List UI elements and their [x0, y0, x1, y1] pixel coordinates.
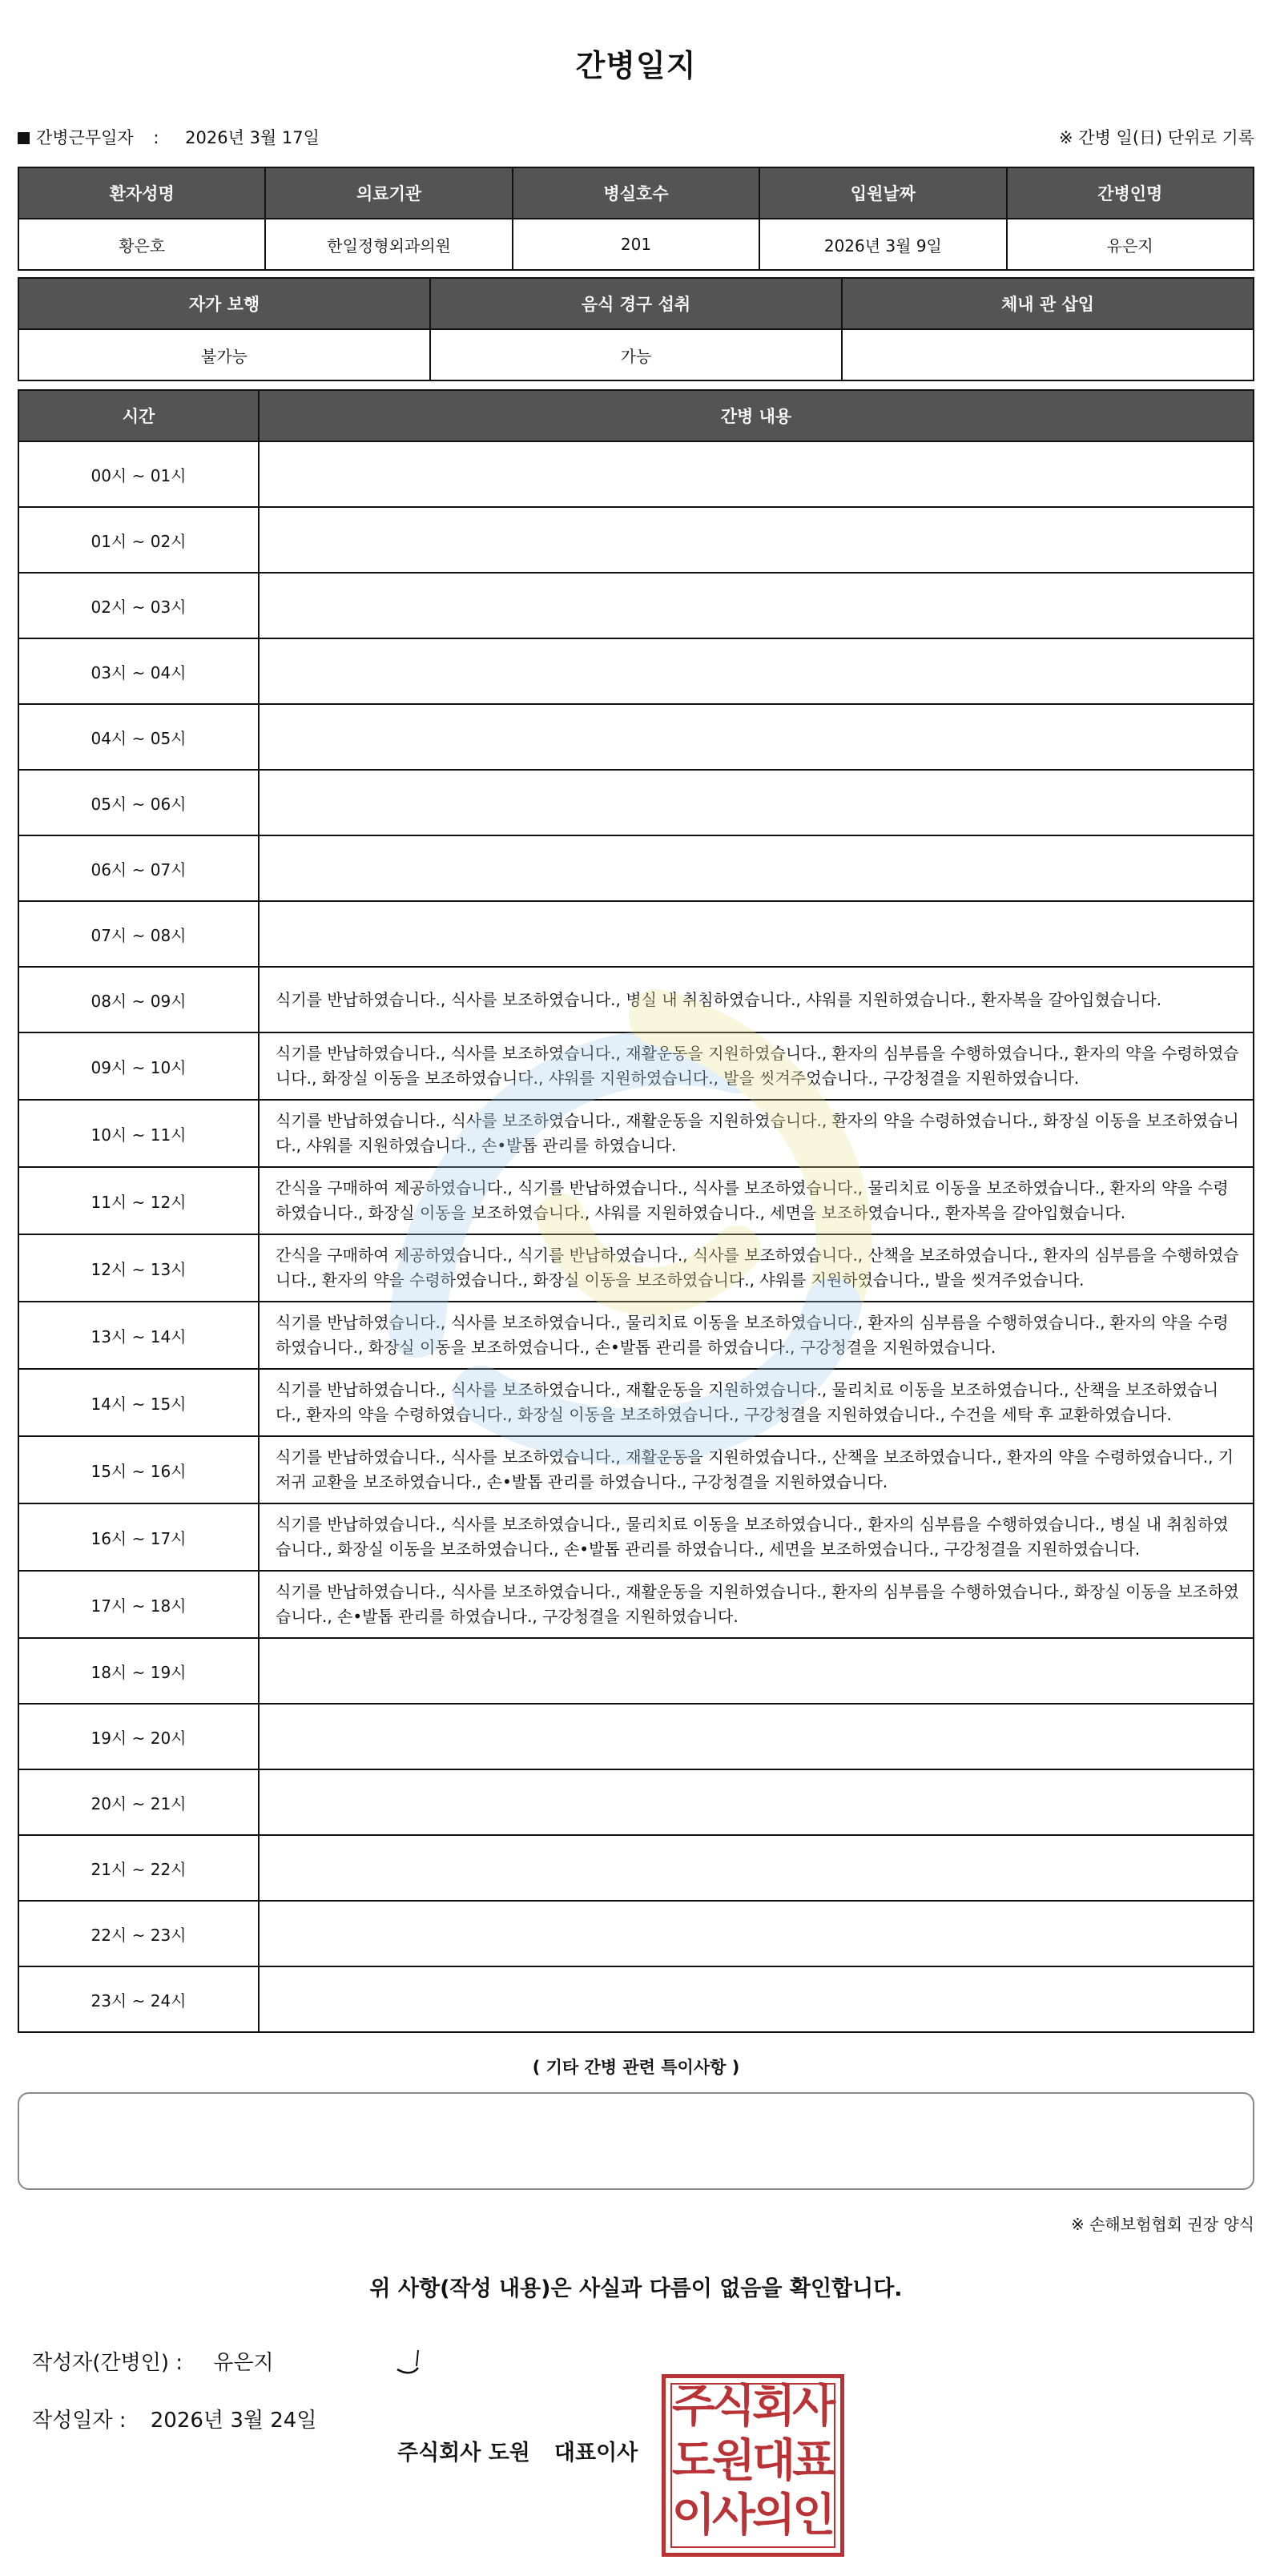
author-label: 작성자(간병인) : — [32, 2351, 183, 2375]
document-title: 간병일지 — [575, 48, 697, 83]
care-log-row — [18, 638, 1254, 704]
care-log-content: 식기를 반납하였습니다., 식사를 보조하였습니다., 재활운동을 지원하였습니다., 환자의 약을 수령하였습니다., 화장실 이동을 보조하였습니다., 샤워를 지원하였습니다., 손•발톱 관리를 하였습니다. — [259, 1100, 1254, 1167]
work-date-value: 2026년 3월 17일 — [185, 128, 320, 147]
header-admission-date: 입원날짜 — [759, 167, 1006, 219]
signature-mark — [391, 2342, 439, 2382]
written-date-value: 2026년 3월 24일 — [150, 2409, 317, 2433]
care-log-time: 06시 ~ 07시 — [18, 835, 259, 901]
care-log-content — [259, 1901, 1254, 1966]
seal-glyphs: 주식회사 도원대표 이사의인 — [671, 2381, 833, 2542]
care-log-content — [259, 1835, 1254, 1901]
care-log-content — [259, 507, 1254, 573]
header-care-content: 간병 내용 — [259, 390, 1254, 441]
square-bullet-icon — [18, 132, 30, 144]
care-log-body — [18, 441, 1254, 2032]
caregiver-name: 유은지 — [1007, 219, 1254, 270]
care-log-content: 식기를 반납하였습니다., 식사를 보조하였습니다., 재활운동을 지원하였습니다., 환자의 심부름을 수행하였습니다., 화장실 이동을 보조하였습니다., 손•발톱 관리를 하였습니다., 구강청결을 지원하였습니다. — [259, 1571, 1254, 1638]
care-log-content — [259, 704, 1254, 770]
care-log-time: 07시 ~ 08시 — [18, 901, 259, 967]
work-date-label: 간병근무일자 — [36, 128, 134, 147]
header-time: 시간 — [18, 390, 259, 441]
care-log-row — [18, 1436, 1254, 1503]
care-log-row — [18, 704, 1254, 770]
remarks-title: ( 기타 간병 관련 특이사항 ) — [532, 2058, 740, 2077]
hospital-name: 한일정형외과의원 — [265, 219, 512, 270]
care-log-time: 15시 ~ 16시 — [18, 1436, 259, 1503]
remarks-box — [18, 2092, 1254, 2190]
work-date — [18, 122, 320, 154]
caregiving-log-document — [18, 0, 1254, 2437]
care-log-row — [18, 1571, 1254, 1638]
care-log-content — [259, 573, 1254, 638]
care-log-time: 21시 ~ 22시 — [18, 1835, 259, 1901]
care-log-row — [18, 1704, 1254, 1769]
self-walking-value: 불가능 — [18, 329, 430, 380]
care-log-row — [18, 1503, 1254, 1571]
care-log-content: 식기를 반납하였습니다., 식사를 보조하였습니다., 재활운동을 지원하였습니다., 환자의 심부름을 수행하였습니다., 환자의 약을 수령하였습니다., 화장실 이동을 보조하였습니다., 샤워를 지원하였습니다., 발을 씻겨주었습니다., 구강청결을 지원하였습니다. — [259, 1032, 1254, 1100]
header-tube-insertion: 체내 관 삽입 — [842, 278, 1254, 329]
care-log-row — [18, 967, 1254, 1032]
care-log-row — [18, 770, 1254, 835]
care-log-row — [18, 1638, 1254, 1704]
care-log-row — [18, 507, 1254, 573]
header-oral-intake: 음식 경구 섭취 — [430, 278, 842, 329]
care-log-content: 식기를 반납하였습니다., 식사를 보조하였습니다., 물리치료 이동을 보조하였습니다., 환자의 심부름을 수행하였습니다., 병실 내 취침하였습니다., 화장실 이동을 보조하였습니다., 손•발톱 관리를 하였습니다., 세면을 보조하였습니다., 구강청결을 지원하였습니다. — [259, 1503, 1254, 1571]
care-log-time: 23시 ~ 24시 — [18, 1966, 259, 2032]
patient-status-table — [18, 277, 1254, 381]
status-value-row — [18, 329, 1254, 380]
work-date-separator: : — [153, 128, 159, 147]
care-log-row — [18, 1100, 1254, 1167]
written-date-label: 작성일자 : — [32, 2409, 127, 2433]
care-log-content: 식기를 반납하였습니다., 식사를 보조하였습니다., 재활운동을 지원하였습니다., 물리치료 이동을 보조하였습니다., 산책을 보조하였습니다., 환자의 약을 수령하였습니다., 화장실 이동을 보조하였습니다., 구강청결을 지원하였습니다., 수건을 세탁 후 교환하였습니다. — [259, 1369, 1254, 1436]
oral-intake-value: 가능 — [430, 329, 842, 380]
care-log-row — [18, 1167, 1254, 1234]
header-hospital: 의료기관 — [265, 167, 512, 219]
care-log-time: 11시 ~ 12시 — [18, 1167, 259, 1234]
care-log-time: 13시 ~ 14시 — [18, 1302, 259, 1369]
care-log-row — [18, 1302, 1254, 1369]
care-log-time: 02시 ~ 03시 — [18, 573, 259, 638]
written-date-line — [32, 2405, 1254, 2437]
confirmation-statement: 위 사항(작성 내용)은 사실과 다름이 없음을 확인합니다. — [369, 2276, 903, 2301]
care-log-row — [18, 573, 1254, 638]
care-log-content — [259, 441, 1254, 507]
care-log-content: 식기를 반납하였습니다., 식사를 보조하였습니다., 재활운동을 지원하였습니다., 산책을 보조하였습니다., 환자의 약을 수령하였습니다., 기저귀 교환을 보조하였습니다., 손•발톱 관리를 하였습니다., 구강청결을 지원하였습니다. — [259, 1436, 1254, 1503]
care-log-time: 18시 ~ 19시 — [18, 1638, 259, 1704]
header-caregiver: 간병인명 — [1007, 167, 1254, 219]
header-room: 병실호수 — [513, 167, 759, 219]
care-log-row — [18, 1234, 1254, 1302]
company-name: 주식회사 도원 — [397, 2441, 530, 2465]
care-log-time: 14시 ~ 15시 — [18, 1369, 259, 1436]
care-log-content — [259, 1638, 1254, 1704]
care-log-time: 20시 ~ 21시 — [18, 1769, 259, 1835]
care-log-row — [18, 1901, 1254, 1966]
care-log-time: 19시 ~ 20시 — [18, 1704, 259, 1769]
company-seal — [662, 2374, 844, 2557]
care-log-time: 00시 ~ 01시 — [18, 441, 259, 507]
care-log-content — [259, 1704, 1254, 1769]
care-log-row — [18, 1769, 1254, 1835]
care-log-content — [259, 835, 1254, 901]
care-log-row — [18, 1966, 1254, 2032]
patient-header-row — [18, 167, 1254, 219]
care-log-row — [18, 1835, 1254, 1901]
patient-name: 황은호 — [18, 219, 265, 270]
meta-row — [18, 122, 1254, 154]
admission-date: 2026년 3월 9일 — [759, 219, 1006, 270]
care-log-table — [18, 389, 1254, 2033]
care-log-content: 간식을 구매하여 제공하였습니다., 식기를 반납하였습니다., 식사를 보조하였습니다., 물리치료 이동을 보조하였습니다., 환자의 약을 수령하였습니다., 화장실 이동을 보조하였습니다., 샤워를 지원하였습니다., 세면을 보조하였습니다., 환자복을 갈아입혔습니다. — [259, 1167, 1254, 1234]
patient-value-row — [18, 219, 1254, 270]
care-log-time: 10시 ~ 11시 — [18, 1100, 259, 1167]
form-note: ※ 손해보험협회 권장 양식 — [1070, 2215, 1254, 2234]
care-log-content — [259, 638, 1254, 704]
room-number: 201 — [513, 219, 759, 270]
record-note: ※ 간병 일(日) 단위로 기록 — [1059, 128, 1254, 147]
header-patient-name: 환자성명 — [18, 167, 265, 219]
care-log-row — [18, 441, 1254, 507]
care-log-content — [259, 770, 1254, 835]
author-name: 유은지 — [213, 2351, 274, 2375]
care-log-row — [18, 835, 1254, 901]
care-log-time: 17시 ~ 18시 — [18, 1571, 259, 1638]
care-log-time: 09시 ~ 10시 — [18, 1032, 259, 1100]
care-log-time: 16시 ~ 17시 — [18, 1503, 259, 1571]
care-log-content: 식기를 반납하였습니다., 식사를 보조하였습니다., 병실 내 취침하였습니다., 샤워를 지원하였습니다., 환자복을 갈아입혔습니다. — [259, 967, 1254, 1032]
care-log-row — [18, 901, 1254, 967]
status-header-row — [18, 278, 1254, 329]
care-log-time: 12시 ~ 13시 — [18, 1234, 259, 1302]
header-self-walking: 자가 보행 — [18, 278, 430, 329]
author-line — [32, 2347, 1254, 2379]
patient-info-table — [18, 167, 1254, 271]
care-log-content — [259, 901, 1254, 967]
company-ceo-title: 대표이사 — [553, 2441, 638, 2465]
care-log-time: 05시 ~ 06시 — [18, 770, 259, 835]
care-log-content — [259, 1769, 1254, 1835]
care-log-header-row — [18, 390, 1254, 441]
care-log-content — [259, 1966, 1254, 2032]
care-log-time: 08시 ~ 09시 — [18, 967, 259, 1032]
care-log-time: 04시 ~ 05시 — [18, 704, 259, 770]
care-log-content: 식기를 반납하였습니다., 식사를 보조하였습니다., 물리치료 이동을 보조하였습니다., 환자의 심부름을 수행하였습니다., 환자의 약을 수령하였습니다., 화장실 이동을 보조하였습니다., 손•발톱 관리를 하였습니다., 구강청결을 지원하였습니다. — [259, 1302, 1254, 1369]
care-log-content: 간식을 구매하여 제공하였습니다., 식기를 반납하였습니다., 식사를 보조하였습니다., 산책을 보조하였습니다., 환자의 심부름을 수행하였습니다., 환자의 약을 수령하였습니다., 화장실 이동을 보조하였습니다., 샤워를 지원하였습니다., 발을 씻겨주었습니다. — [259, 1234, 1254, 1302]
care-log-row — [18, 1369, 1254, 1436]
tube-insertion-value — [842, 329, 1254, 380]
care-log-time: 03시 ~ 04시 — [18, 638, 259, 704]
care-log-row — [18, 1032, 1254, 1100]
care-log-time: 22시 ~ 23시 — [18, 1901, 259, 1966]
company-signature — [397, 2435, 638, 2466]
care-log-time: 01시 ~ 02시 — [18, 507, 259, 573]
